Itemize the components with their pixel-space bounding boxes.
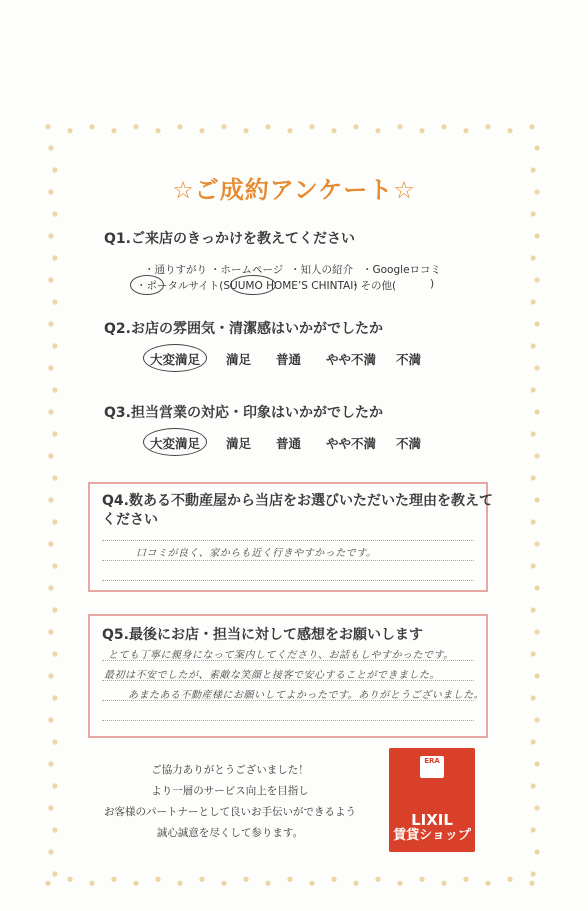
q3-dissatisfied: 不満 xyxy=(396,436,422,451)
border-dot xyxy=(177,124,182,129)
border-dot xyxy=(463,877,468,882)
border-dot xyxy=(48,233,53,238)
closing-line-2: より一層のサービス向上を目指し xyxy=(151,785,309,797)
border-dot xyxy=(530,387,535,392)
q4-answer-line xyxy=(102,560,474,561)
q1-option-other: ・その他( xyxy=(350,280,397,292)
border-dot xyxy=(530,871,535,876)
border-dot xyxy=(48,717,53,722)
border-dot xyxy=(89,124,94,129)
q1-portal-suumo: SUUMO xyxy=(223,280,263,292)
q3-neutral: 普通 xyxy=(276,436,302,451)
border-dot xyxy=(530,695,535,700)
border-dot xyxy=(534,849,539,854)
q1-option-homepage: ・ホームページ xyxy=(210,264,284,276)
border-dot xyxy=(155,128,160,133)
border-dot xyxy=(530,519,535,524)
border-dot xyxy=(199,877,204,882)
border-dot xyxy=(155,877,160,882)
q4-question-line1: Q4.数ある不動産屋から当店をお選びいただいた理由を教えて xyxy=(102,493,493,509)
border-dot xyxy=(52,299,57,304)
border-dot xyxy=(463,128,468,133)
q1-option-referral: ・知人の紹介 xyxy=(290,264,353,276)
q4-question-line2: ください xyxy=(102,512,158,528)
logo-lixil-text: LIXIL xyxy=(411,811,453,829)
border-dot xyxy=(133,124,138,129)
border-dot xyxy=(485,124,490,129)
lixil-chintai-shop-logo xyxy=(389,748,475,852)
logo-shop-text: 賃貸ショップ xyxy=(393,828,471,843)
border-dot xyxy=(48,145,53,150)
border-dot xyxy=(177,881,182,886)
border-dot xyxy=(441,881,446,886)
border-dot xyxy=(534,629,539,634)
border-dot xyxy=(111,128,116,133)
border-dot xyxy=(45,124,50,129)
q2-question: Q2.お店の雰囲気・清潔感はいかがでしたか xyxy=(104,321,383,337)
q3-somewhat-dissatisfied: やや不満 xyxy=(326,436,377,451)
border-dot xyxy=(507,128,512,133)
q1-option-walk-by: ・通りすがり xyxy=(144,264,207,276)
border-dot xyxy=(265,124,270,129)
closing-message xyxy=(80,760,380,844)
era-badge: ERA xyxy=(420,756,444,778)
border-dot xyxy=(133,881,138,886)
border-dot xyxy=(534,585,539,590)
q3-very-satisfied: 大変満足 xyxy=(150,436,201,451)
q5-answer-line xyxy=(102,720,474,721)
border-dot xyxy=(67,877,72,882)
border-dot xyxy=(199,128,204,133)
border-dot xyxy=(530,783,535,788)
border-dot xyxy=(52,827,57,832)
border-dot xyxy=(45,881,50,886)
survey-title xyxy=(0,170,588,205)
border-dot xyxy=(52,431,57,436)
q1-option-google-review: ・Googleロコミ xyxy=(362,264,442,276)
border-dot xyxy=(331,128,336,133)
border-dot xyxy=(530,299,535,304)
border-dot xyxy=(48,629,53,634)
border-dot xyxy=(530,343,535,348)
survey-title-text: ご成約アンケート xyxy=(194,176,394,204)
q2-very-satisfied: 大変満足 xyxy=(150,352,201,367)
border-dot xyxy=(534,497,539,502)
border-dot xyxy=(221,881,226,886)
q5-handwritten-line-3: あまたある不動産様にお願いしてよかったです。ありがとうございました。 xyxy=(128,690,485,701)
border-dot xyxy=(52,563,57,568)
border-dot xyxy=(287,128,292,133)
border-dot xyxy=(52,739,57,744)
border-dot xyxy=(419,877,424,882)
closing-line-4: 誠心誠意を尽くして参ります。 xyxy=(156,827,304,839)
border-dot xyxy=(534,145,539,150)
star-icon-left: ☆ xyxy=(172,176,195,204)
border-dot xyxy=(48,409,53,414)
q5-handwritten-line-2: 最初は不安でしたが、素敵な笑顔と接客で安心することができました。 xyxy=(104,670,440,681)
border-dot xyxy=(534,453,539,458)
border-dot xyxy=(52,211,57,216)
border-dot xyxy=(375,128,380,133)
border-dot xyxy=(309,124,314,129)
q4-answer-line xyxy=(102,540,474,541)
q3-answer-circle xyxy=(143,428,207,456)
border-dot xyxy=(48,849,53,854)
border-dot xyxy=(309,881,314,886)
border-dot xyxy=(89,881,94,886)
border-dot xyxy=(507,877,512,882)
border-dot xyxy=(331,877,336,882)
border-dot xyxy=(534,409,539,414)
q3-question: Q3.担当営業の対応・印象はいかがでしたか xyxy=(104,405,383,421)
border-dot xyxy=(48,497,53,502)
closing-line-1: ご協力ありがとうございました！ xyxy=(151,764,309,776)
border-dot xyxy=(530,827,535,832)
border-dot xyxy=(48,453,53,458)
border-dot xyxy=(530,475,535,480)
q5-handwritten-line-1: とても丁寧に親身になって案内してくださり、お話もしやすかったです。 xyxy=(108,650,454,661)
border-dot xyxy=(111,877,116,882)
q4-box xyxy=(88,482,493,592)
border-dot xyxy=(375,877,380,882)
border-dot xyxy=(530,607,535,612)
border-dot xyxy=(52,695,57,700)
border-dot xyxy=(529,124,534,129)
border-dot xyxy=(530,739,535,744)
border-dot xyxy=(530,211,535,216)
border-dot xyxy=(48,277,53,282)
border-dot xyxy=(52,607,57,612)
border-dot xyxy=(52,255,57,260)
border-dot xyxy=(419,128,424,133)
border-dot xyxy=(48,805,53,810)
border-dot xyxy=(48,321,53,326)
border-dot xyxy=(530,431,535,436)
q1-check-circle-portal xyxy=(130,275,164,295)
q2-somewhat-dissatisfied: やや不満 xyxy=(326,352,377,367)
q1-question: Q1.ご来店のきっかけを教えてください xyxy=(104,231,355,247)
q1-portal-prefix: ・ポータルサイト( xyxy=(136,280,224,292)
border-dot xyxy=(48,541,53,546)
border-dot xyxy=(243,877,248,882)
q2-neutral: 普通 xyxy=(276,352,302,367)
q2-dissatisfied: 不満 xyxy=(396,352,422,367)
border-dot xyxy=(441,124,446,129)
border-dot xyxy=(48,585,53,590)
border-dot xyxy=(534,541,539,546)
q5-box xyxy=(88,614,488,738)
border-dot xyxy=(534,805,539,810)
q1-check-circle-suumo xyxy=(230,275,276,295)
border-dot xyxy=(48,761,53,766)
border-dot xyxy=(534,233,539,238)
border-dot xyxy=(52,783,57,788)
star-icon-right: ☆ xyxy=(393,176,416,204)
closing-line-3: お客様のパートナーとして良いお手伝いができるよう xyxy=(104,806,356,818)
border-dot xyxy=(353,124,358,129)
border-dot xyxy=(243,128,248,133)
border-dot xyxy=(534,277,539,282)
q4-handwritten-answer: 口コミが良く、家からも近く行きやすかったです。 xyxy=(136,548,377,559)
border-dot xyxy=(52,519,57,524)
border-dot xyxy=(397,881,402,886)
border-dot xyxy=(52,343,57,348)
border-dot xyxy=(52,387,57,392)
border-dot xyxy=(534,717,539,722)
border-dot xyxy=(52,651,57,656)
q2-satisfied: 満足 xyxy=(226,352,252,367)
q4-answer-line xyxy=(102,580,474,581)
q3-satisfied: 満足 xyxy=(226,436,252,451)
border-dot xyxy=(530,651,535,656)
border-dot xyxy=(534,321,539,326)
border-dot xyxy=(265,881,270,886)
q2-answer-circle xyxy=(143,344,207,372)
border-dot xyxy=(534,761,539,766)
border-dot xyxy=(52,475,57,480)
border-dot xyxy=(397,124,402,129)
border-dot xyxy=(221,124,226,129)
border-dot xyxy=(485,881,490,886)
border-dot xyxy=(530,255,535,260)
border-dot xyxy=(530,563,535,568)
q1-option-other-close: ) xyxy=(430,278,435,290)
border-dot xyxy=(48,365,53,370)
border-dot xyxy=(353,881,358,886)
border-dot xyxy=(52,871,57,876)
border-dot xyxy=(534,365,539,370)
border-dot xyxy=(287,877,292,882)
q5-question: Q5.最後にお店・担当に対して感想をお願いします xyxy=(102,627,423,643)
border-dot xyxy=(534,673,539,678)
border-dot xyxy=(48,673,53,678)
border-dot xyxy=(529,881,534,886)
q1-portal-others: HOME’S CHINTAI) xyxy=(262,280,358,292)
border-dot xyxy=(67,128,72,133)
